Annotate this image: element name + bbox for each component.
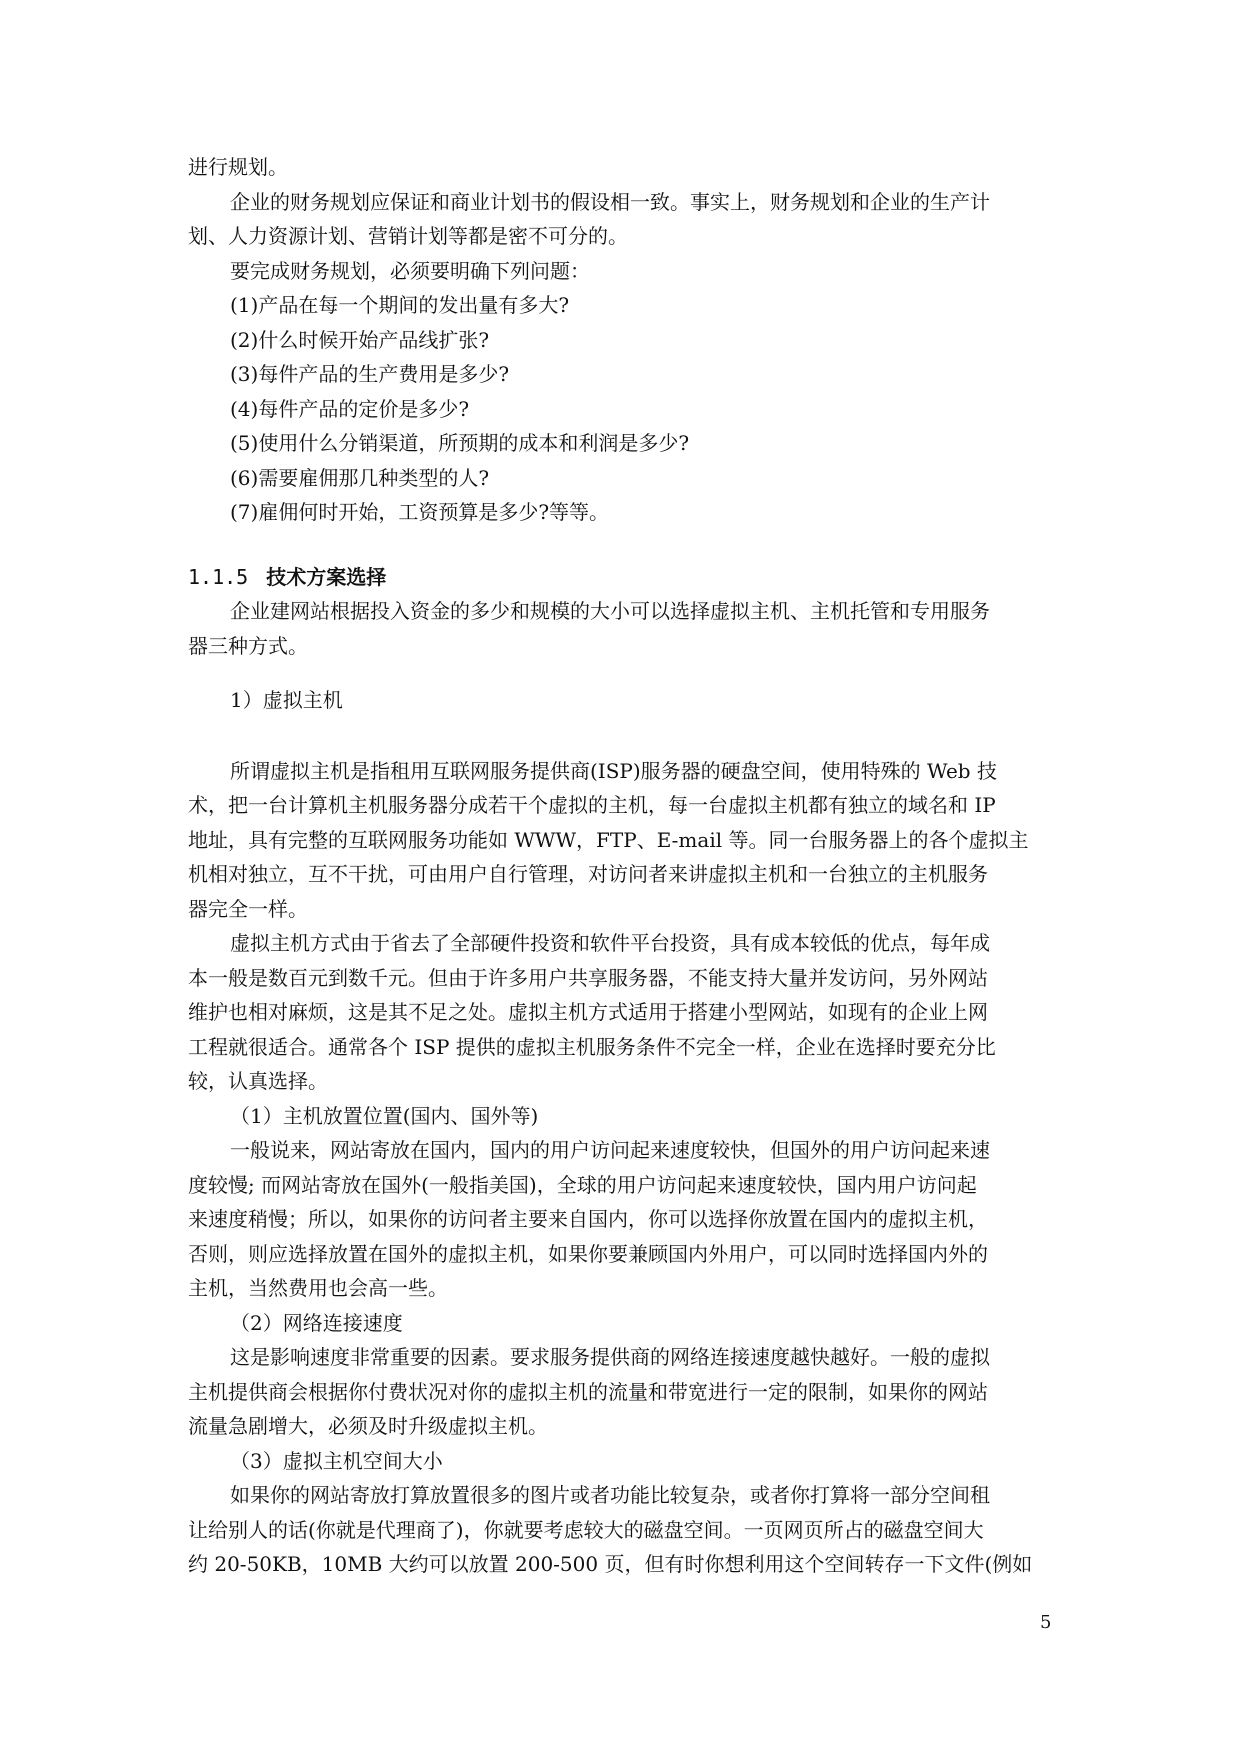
- item-title: （2）网络连接速度: [230, 1310, 403, 1335]
- question-item: (7)雇佣何时开始，工资预算是多少?等等。: [230, 500, 610, 524]
- paragraph-line: 划、人力资源计划、营销计划等都是密不可分的。: [188, 224, 628, 248]
- paragraph-line: 企业的财务规划应保证和商业计划书的假设相一致。事实上，财务规划和企业的生产计: [230, 189, 990, 214]
- paragraph-line: 企业建网站根据投入资金的多少和规模的大小可以选择虚拟主机、主机托管和专用服务: [230, 599, 990, 623]
- paragraph-line: 本一般是数百元到数千元。但由于许多用户共享服务器，不能支持大量并发访问，另外网站: [188, 965, 988, 990]
- sub-heading: 1）虚拟主机: [230, 688, 343, 712]
- paragraph-line: 这是影响速度非常重要的因素。要求服务提供商的网络连接速度越快越好。一般的虚拟: [230, 1345, 990, 1369]
- spacer: [188, 663, 1060, 683]
- document-page: [188, 150, 1060, 1582]
- question-item: (6)需要雇佣那几种类型的人?: [230, 465, 490, 490]
- paragraph-line: 度较慢; 而网站寄放在国外(一般指美国)，全球的用户访问起来速度较快，国内用户访问起: [188, 1172, 977, 1197]
- section-title: 技术方案选择: [266, 564, 387, 589]
- paragraph-line: 较，认真选择。: [188, 1069, 328, 1093]
- paragraph-line: 维护也相对麻烦，这是其不足之处。虚拟主机方式适用于搭建小型网站，如现有的企业上网: [188, 1000, 988, 1024]
- paragraph-continuation: 进行规划。: [188, 155, 288, 179]
- question-item: (1)产品在每一个期间的发出量有多大?: [230, 293, 570, 317]
- paragraph-line: 器完全一样。: [188, 896, 308, 921]
- paragraph-line: 来速度稍慢；所以，如果你的访问者主要来自国内，你可以选择你放置在国内的虚拟主机，: [188, 1207, 988, 1231]
- paragraph-line: 流量急剧增大，必须及时升级虚拟主机。: [188, 1414, 548, 1438]
- spacer: [188, 530, 1060, 560]
- paragraph-line: 机相对独立，互不干扰，可由用户自行管理，对访问者来讲虚拟主机和一台独立的主机服务: [188, 862, 988, 886]
- paragraph-line: 术，把一台计算机主机服务器分成若干个虚拟的主机，每一台虚拟主机都有独立的域名和 IP: [188, 793, 996, 817]
- question-item: (3)每件产品的生产费用是多少?: [230, 362, 510, 386]
- paragraph-line: 约 20-50KB，10MB 大约可以放置 200-500 页，但有时你想利用这个空间转存一下文件(例如: [188, 1552, 1033, 1576]
- paragraph-line: 一般说来，网站寄放在国内，国内的用户访问起来速度较快，但国外的用户访问起来速: [230, 1138, 990, 1162]
- question-item: (5)使用什么分销渠道，所预期的成本和利润是多少?: [230, 431, 690, 455]
- paragraph-line: 虚拟主机方式由于省去了全部硬件投资和软件平台投资，具有成本较低的优点，每年成: [230, 931, 990, 955]
- item-title: （1）主机放置位置(国内、国外等): [230, 1103, 539, 1128]
- paragraph-line: 所谓虚拟主机是指租用互联网服务提供商(ISP)服务器的硬盘空间，使用特殊的 Web 技: [230, 758, 997, 783]
- item-title: （3）虚拟主机空间大小: [230, 1448, 443, 1473]
- question-item: (4)每件产品的定价是多少?: [230, 396, 470, 421]
- paragraph-line: 要完成财务规划，必须要明确下列问题：: [230, 258, 590, 283]
- paragraph-line: 地址，具有完整的互联网服务功能如 WWW，FTP、E-mail 等。同一台服务器上的各个虚拟主: [188, 827, 1029, 852]
- section-heading: [188, 560, 1060, 595]
- page-number: 5: [1040, 1612, 1052, 1633]
- paragraph-line: 主机提供商会根据你付费状况对你的虚拟主机的流量和带宽进行一定的限制，如果你的网站: [188, 1379, 988, 1404]
- question-item: (2)什么时候开始产品线扩张?: [230, 327, 490, 352]
- paragraph-line: 让给别人的话(你就是代理商了)，你就要考虑较大的磁盘空间。一页网页所占的磁盘空间大: [188, 1517, 984, 1542]
- section-number: 1.1.5: [188, 564, 249, 589]
- spacer: [188, 718, 1060, 754]
- paragraph-line: 器三种方式。: [188, 633, 308, 658]
- paragraph-line: 工程就很适合。通常各个 ISP 提供的虚拟主机服务条件不完全一样，企业在选择时要充分比: [188, 1034, 996, 1059]
- paragraph-line: 如果你的网站寄放打算放置很多的图片或者功能比较复杂，或者你打算将一部分空间租: [230, 1483, 990, 1507]
- paragraph-line: 否则，则应选择放置在国外的虚拟主机，如果你要兼顾国内外用户，可以同时选择国内外的: [188, 1241, 988, 1266]
- paragraph-line: 主机，当然费用也会高一些。: [188, 1276, 448, 1300]
